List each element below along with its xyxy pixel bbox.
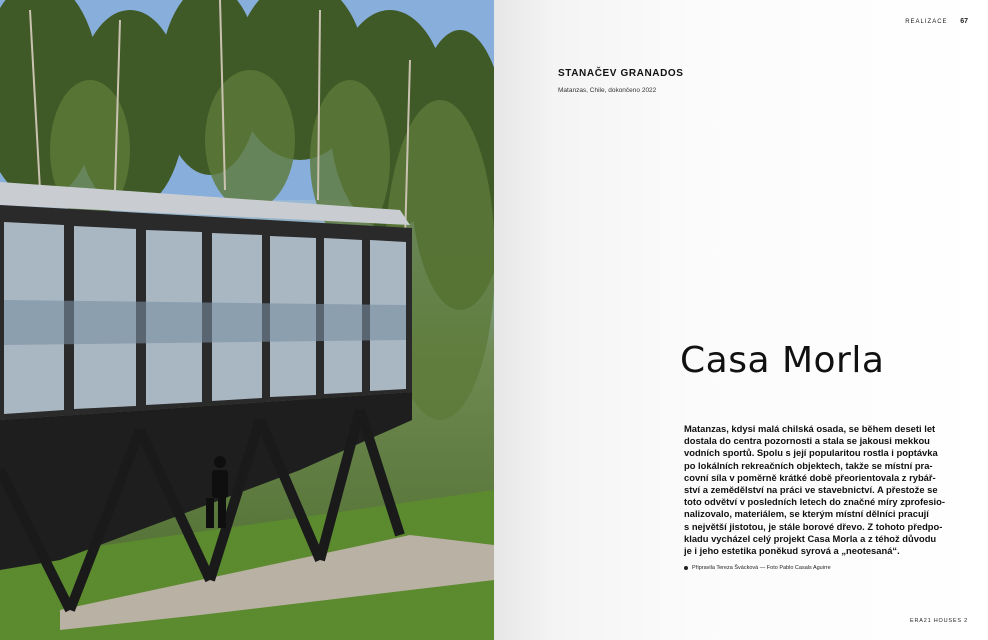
body-line: nalizovalo, materiálem, se kterým místní dělníci pracují (684, 508, 929, 520)
body-line: toto odvětví v posledních letech do značné míry zprofesio- (684, 496, 945, 508)
body-line: Matanzas, kdysi malá chilská osada, se během deseti let (684, 423, 936, 434)
bullet-icon (684, 566, 688, 570)
article-title: Casa Morla (680, 340, 885, 381)
body-line: kladu vycházel celý projekt Casa Morla a z téhož důvodu (684, 532, 937, 544)
body-line: je i jeho estetika poněkud syrová a „neotesaná“. (684, 545, 900, 557)
photo-credit (684, 565, 831, 571)
page-number: 67 (960, 18, 968, 25)
running-head (905, 18, 968, 25)
architect-name: STANAČEV GRANADOS (558, 68, 684, 79)
body-line: covní síla v poměrně krátké době přeorientovala z rybář- (684, 471, 936, 483)
body-line: s největší jistotou, je stále borové dřevo. Z tohoto předpo- (684, 520, 943, 532)
text-page (494, 0, 988, 640)
body-line: ství a zemědělství na práci ve stavebnictví. A přestože se (684, 484, 938, 496)
magazine-footer: ERA21 HOUSES 2 (910, 618, 968, 624)
credit-text: Připravila Tereza Švácková — Foto Pablo Casals Aguirre (692, 565, 831, 571)
section-label: REALIZACE (905, 19, 948, 25)
body-line: vodních sportů. Spolu s její popularitou rostla i poptávka (684, 447, 938, 459)
project-location: Matanzas, Chile, dokončeno 2022 (558, 87, 657, 94)
article-body (684, 423, 954, 557)
body-line: dostala do centra pozornosti a stala se jakousi mekkou (684, 435, 930, 447)
body-line: po lokálních rekreačních objektech, takže se místní pra- (684, 459, 933, 471)
